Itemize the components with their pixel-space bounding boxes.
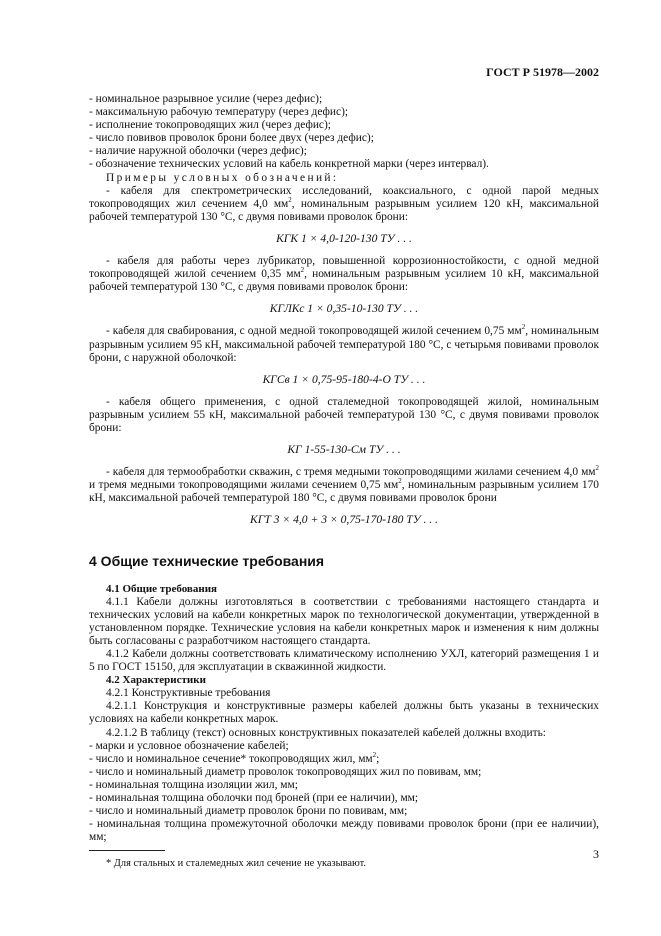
list-item: - номинальное разрывное усилие (через дефис); [89, 93, 323, 105]
examples-heading: Примеры условных обозначений: [106, 171, 339, 184]
example-formula: КГЛКс 1 × 0,35-10-130 ТУ . . . [269, 302, 419, 316]
list-item: - число и номинальный диаметр проволок брони по повивам, мм; [89, 805, 408, 818]
example-paragraph: - кабеля общего применения, с одной сталемедной токопроводящей жилой, номинальным разрывным усилием 55 кН, максимальной рабочей температурой 130 °С, с двумя повивами проволок брони: [89, 395, 599, 434]
list-item: - максимальную рабочую температуру (через дефис); [89, 106, 349, 119]
example-paragraph: - кабеля для работы через лубрикатор, повышенной коррозионностойкости, с одной медной токопроводящей жилой сечением 0,35 $мм^2$, номинальным разрывным усилием 10 кН, максимальной рабочей температурой 130 °С, с двумя повивами проволок брони: [89, 255, 599, 294]
list-item: - число повивов проволок брони более двух (через дефис); [89, 132, 374, 145]
clause-paragraph: 4.1.1 Кабели должны изготовляться в соответствии с требованиями настоящего стандарта и технических условий на кабели конкретных марок по технологической документации, утвержденной в установленном порядке. Технические условия на кабели конкретных марок и изменения к ним должны быть согласованы с разработчиком настоящего стандарта. [89, 595, 599, 647]
clause-paragraph: 4.2.1.1 Конструкция и конструктивные размеры кабелей должны быть указаны в технических условиях на кабели конкретных марок. [89, 700, 599, 726]
example-formula: КГТ 3 × 4,0 + 3 × 0,75-170-180 ТУ . . . [250, 513, 438, 527]
example-formula: КГСв 1 × 0,75-95-180-4-О ТУ . . . [262, 372, 426, 386]
section-title: 4 Общие технические требования [89, 552, 325, 569]
example-formula: КГК 1 × 4,0-120-130 ТУ . . . [276, 231, 412, 245]
list-item: - марки и условное обозначение кабелей; [89, 739, 289, 752]
list-item: - наличие наружной оболочки (через дефис); [89, 145, 307, 158]
example-paragraph: - кабеля для термообработки скважин, с тремя медными токопроводящими жилами сечением 4,0 $мм^2$ и тремя медными токопроводящими жилами сечением 0,75 $мм^2$, номинальным разрывным усилием 170 кН, максимальной рабочей температурой 180 °С, с двумя повивами проволок брони [89, 464, 599, 505]
list-item: - номинальная толщина оболочки под броней (при ее наличии), мм; [89, 792, 419, 805]
example-paragraph: - кабеля для спектрометрических исследований, коаксиального, с одной парой медных токопроводящих жил сечением 4,0 $мм^2$, номинальным разрывным усилием 120 кН, максимальной рабочей температурой 130 °С, с двумя повивами проволок брони: [89, 184, 600, 223]
designation-list [89, 93, 599, 172]
list-item: - число и номинальный диаметр проволок токопроводящих жил по повивам, мм; [89, 765, 482, 778]
footnote: * Для стальных и сталемедных жил сечение не указывают. [106, 858, 366, 870]
example-paragraph: - кабеля для свабирования, с одной медной токопроводящей жилой сечением 0,75 $мм^2$, номинальным разрывным усилием 95 кН, максимальной рабочей температурой 180 °С, с четырьмя повивами проволок брони, с наружной оболочкой: [89, 323, 599, 364]
clause-paragraph: 4.2.1.2 В таблицу (текст) основных конструктивных показателей кабелей должны входить: [106, 726, 546, 739]
parameters-list [89, 740, 599, 845]
page-number: 3 [593, 847, 599, 861]
list-item: - номинальная толщина изоляции жил, мм; [89, 778, 298, 791]
list-item: - номинальная толщина промежуточной оболочки между повивами проволок брони (при ее наличии), мм; [89, 818, 599, 844]
page-content [89, 93, 599, 871]
subsection-title: 4.1 Общие требования [106, 582, 217, 595]
clause-paragraph: 4.2.1 Конструктивные требования [106, 687, 271, 700]
list-item: - исполнение токопроводящих жил (через дефис); [89, 119, 331, 132]
footnote-divider [89, 850, 165, 851]
example-formula: КГ 1-55-130-См ТУ . . . [287, 443, 401, 457]
list-item: - число и номинальное сечение* токопроводящих жил, $мм^2$; [89, 750, 380, 765]
clause-paragraph: 4.1.2 Кабели должны соответствовать климатическому исполнению УХЛ, категорий размещения 1 и 5 по ГОСТ 15150, для эксплуатации в скважинной жидкости. [89, 648, 599, 674]
list-item: - обозначение технических условий на кабель конкретной марки (через интервал). [89, 158, 489, 171]
document-code-header: ГОСТ Р 51978—2002 [486, 65, 599, 79]
subsection-title: 4.2 Характеристики [106, 674, 206, 687]
